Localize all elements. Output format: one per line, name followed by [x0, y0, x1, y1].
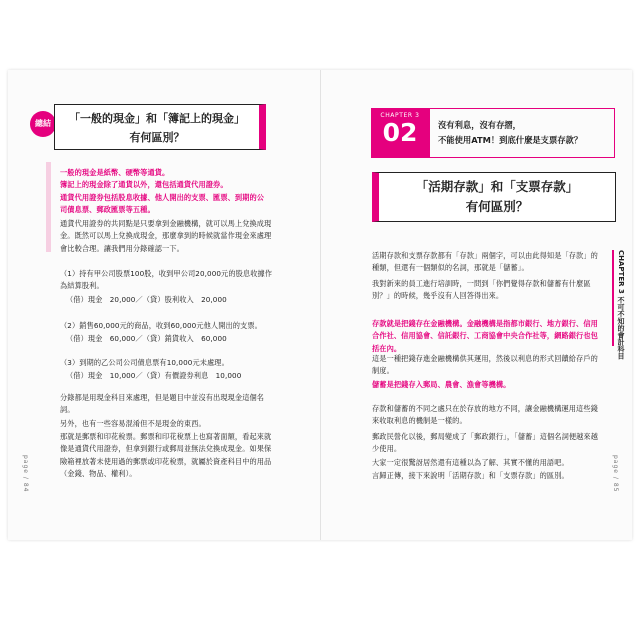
- chapter-label: CHAPTER 3: [380, 112, 420, 119]
- intro-line: 司債息票、郵政匯票等五種。: [60, 205, 155, 215]
- left-paragraph: （2）銷售60,000元的商品，收到60,000元他人開出的支票。: [60, 321, 262, 330]
- chapter-side-tab: [612, 250, 628, 360]
- left-paragraph: （1）持有甲公司股票100股，收到甲公司20,000元的股息收據作為結算股利。: [60, 269, 273, 291]
- right-paragraph: 我對新來的員工進行培訓時，一問到「你們覺得存款和儲蓄有什麼區別？」的時候，幾乎沒有人回答得出來。: [372, 279, 591, 301]
- right-page-number: page / 85: [612, 455, 619, 493]
- right-paragraph: 言歸正傳，接下來說明「活期存款」和「支票存款」的區別。: [372, 471, 569, 480]
- right-paragraph-highlight: 存款就是把錢存在金融機構。金融機構是指都市銀行、地方銀行、信用合作社、信用協會、信託銀行、工商協會中央合作社等，網路銀行也包括在內。: [372, 319, 598, 353]
- left-title-line: 「一般的現金」和「簿記上的現金」: [69, 112, 245, 125]
- chapter-heading: [429, 108, 615, 158]
- journal-entry: （借）現金 60,000／（貸）銷貨收入 60,000: [66, 334, 227, 343]
- right-paragraph: 存款和儲蓄的不同之處只在於存放的地方不同，讓金融機構運用這些錢來收取利息的機制是一樣的。: [372, 404, 598, 426]
- journal-entry: （借）現金 20,000／（貸）股利收入 20,000: [66, 295, 227, 304]
- right-paragraph: 大家一定很驚訝居然還有這種以為了解、其實不懂的用語吧。: [372, 458, 569, 467]
- chapter-box: [371, 108, 429, 158]
- intro-line: 通貨代用證券包括股息收據、他人開出的支票、匯票、到期的公: [60, 192, 265, 202]
- page-gutter: [320, 70, 321, 540]
- left-paragraph: 通貨代用證券的共同點是只要拿到金融機構，就可以馬上兌換成現金。既然可以馬上兌換成現金，那麼拿到的時候就當作現金來處理會比較合理。讓我們用分錄確認一下。: [60, 219, 272, 253]
- right-paragraph-highlight: 儲蓄是把錢存入郵局、農會、漁會等機構。: [372, 380, 511, 389]
- left-title-box: [54, 104, 266, 150]
- right-paragraph: 這是一種把錢存進金融機構供其運用，然後以利息的形式回饋給存戶的制度。: [372, 354, 598, 376]
- left-page-number: page / 84: [22, 455, 29, 493]
- side-tab-chapter: CHAPTER 3: [617, 250, 625, 294]
- side-tab-bar: [612, 250, 614, 346]
- intro-accent-bar: [46, 162, 51, 252]
- left-paragraph: 另外，也有一些容易混淆但不是現金的東西。: [60, 419, 206, 428]
- intro-line: 簿記上的現金除了通貨以外，還包括通貨代用證券。: [60, 180, 228, 190]
- intro-line: 一般的現金是紙幣、硬幣等通貨。: [60, 168, 170, 177]
- right-title-line: 有何區別？: [465, 199, 529, 214]
- right-paragraph: 郵政民營化以後，郵局變成了「郵政銀行」，「儲蓄」這個名詞便越來越少使用。: [372, 432, 599, 454]
- chapter-number: 02: [382, 118, 418, 147]
- left-title-line: 有何區別？: [129, 131, 185, 144]
- left-intro: [60, 167, 278, 217]
- right-paragraph: 活期存款和支票存款都有「存款」兩個字，可以由此得知是「存款」的種類，但還有一個類似的名詞，那就是「儲蓄」。: [372, 251, 598, 273]
- side-tab-text: [615, 250, 627, 359]
- journal-entry: （借）現金 10,000／（貸）有價證券利息 10,000: [66, 371, 242, 380]
- right-title-box: [372, 172, 616, 222]
- left-paragraph: 分錄都是用現金科目來處理，但是題目中並沒有出現現金這個名詞。: [60, 393, 265, 415]
- chapter-heading-line: 沒有利息，沒有存摺，: [438, 120, 521, 130]
- right-title-line: 「活期存款」和「支票存款」: [415, 179, 579, 194]
- side-tab-subtitle: 不可不知的會計科目: [617, 296, 625, 360]
- left-paragraph: 那就是郵票和印花稅票。郵票和印花稅票上也寫著面額，看起來就像是通貨代用證券，但拿到銀行或郵局並無法兌換成現金。如果保險箱裡放著未使用過的郵票或印花稅票，就屬於資產科目中的用品（金錢、物品、權利）。: [60, 432, 272, 479]
- chapter-heading-line: 不能使用ATM！到底什麼是支票存款？: [438, 135, 583, 145]
- left-paragraph: （3）到期的乙公司公司債息票有10,000元未處理。: [60, 358, 229, 367]
- summary-badge: 總結: [30, 111, 56, 137]
